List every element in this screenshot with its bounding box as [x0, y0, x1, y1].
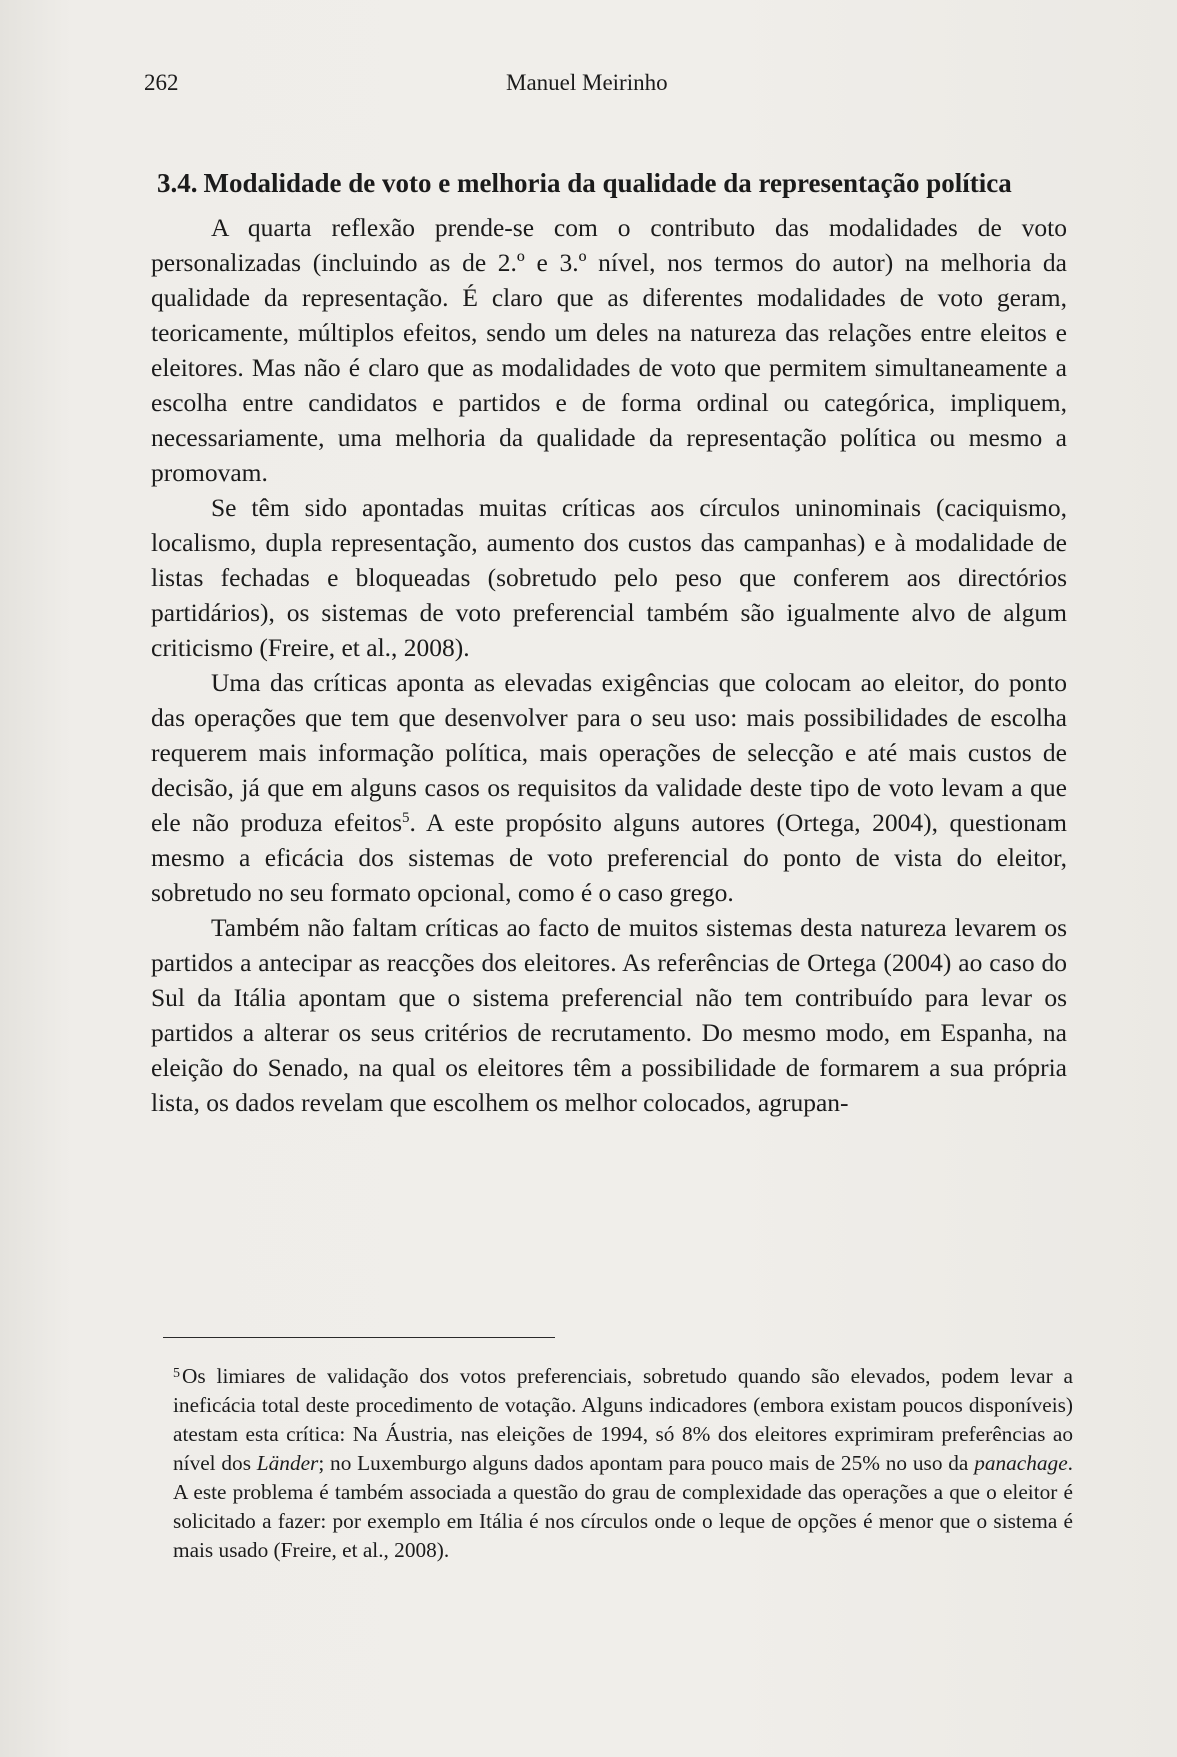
footnote-text-a: Os limiares de validação dos votos preferenciais, sobretudo quando são elevados, podem levar a ineficácia total deste procedimento de votação. Alguns indicadores (embora existam poucos disponíveis) atestam esta crítica: Na Áustria, nas eleições de 1994, só 8% dos eleitores exprimiram preferências ao nível dos [173, 1364, 1073, 1475]
main-text [151, 166, 1067, 1120]
footnote-italic-panachage: panachage [974, 1451, 1068, 1475]
footnote-5 [173, 1359, 1073, 1565]
page-number: 262 [144, 70, 179, 95]
footnote-reference: 5 [402, 810, 410, 826]
paragraph-2: Se têm sido apontadas muitas críticas aos círculos uninominais (caciquismo, localismo, dupla representação, aumento dos custos das campanhas) e à modalidade de listas fechadas e bloqueadas (sobretudo pelo peso que conferem aos directórios partidários), os sistemas de voto preferencial também são igualmente alvo de algum criticismo (Freire, et al., 2008). [151, 493, 1067, 662]
section-number: 3.4. [157, 168, 198, 198]
section-title: Modalidade de voto e melhoria da qualidade da representação política [203, 168, 1012, 198]
footnote-italic-lander: Länder [256, 1451, 319, 1475]
footnote-text-c: . A este problema é também associada a questão do grau de complexidade das operações a que o eleitor é solicitado a fazer: por exemplo em Itália é nos círculos onde o leque de opções é menor que o sistema é mais usado (Freire, et al., 2008). [173, 1451, 1073, 1562]
paragraph-3 [151, 665, 1067, 910]
paragraph-3-text-a: Uma das críticas aponta as elevadas exigências que colocam ao eleitor, do ponto das operações que tem que desenvolver para o seu uso: mais possibilidades de escolha requerem mais informação política, mais operações de selecção e até mais custos de decisão, já que em alguns casos os requisitos da validade deste tipo de voto levam a que ele não produza efeitos [151, 668, 1067, 837]
footnote-divider [163, 1337, 555, 1338]
page-header [144, 70, 1074, 100]
paragraph-3-text-b: . A este propósito alguns autores (Ortega, 2004), questionam mesmo a eficácia dos sistemas de voto preferencial do ponto de vista do eleitor, sobretudo no seu formato opcional, como é o caso grego. [151, 808, 1068, 907]
footnote-text-b: ; no Luxemburgo alguns dados apontam para pouco mais de 25% no uso da [318, 1451, 975, 1475]
paragraph-4: Também não faltam críticas ao facto de muitos sistemas desta natureza levarem os partidos a antecipar as reacções dos eleitores. As referências de Ortega (2004) ao caso do Sul da Itália apontam que o sistema preferencial não tem contribuído para levar os partidos a alterar os seus critérios de recrutamento. Do mesmo modo, em Espanha, na eleição do Senado, na qual os eleitores têm a possibilidade de formarem a sua própria lista, os dados revelam que escolhem os melhor colocados, agrupan- [151, 913, 1067, 1117]
section-heading [151, 166, 1067, 200]
running-head: Manuel Meirinho [506, 70, 668, 95]
paragraph-1: A quarta reflexão prende-se com o contributo das modalidades de voto personalizadas (incluindo as de 2.º e 3.º nível, nos termos do autor) na melhoria da qualidade da representação. É claro que as diferentes modalidades de voto geram, teoricamente, múltiplos efeitos, sendo um deles na natureza das relações entre eleitos e eleitores. Mas não é claro que as modalidades de voto que permitem simultaneamente a escolha entre candidatos e partidos e de forma ordinal ou categórica, impliquem, necessariamente, uma melhoria da qualidade da representação política ou mesmo a promovam. [151, 213, 1067, 487]
footnote-mark: 5 [173, 1366, 180, 1381]
